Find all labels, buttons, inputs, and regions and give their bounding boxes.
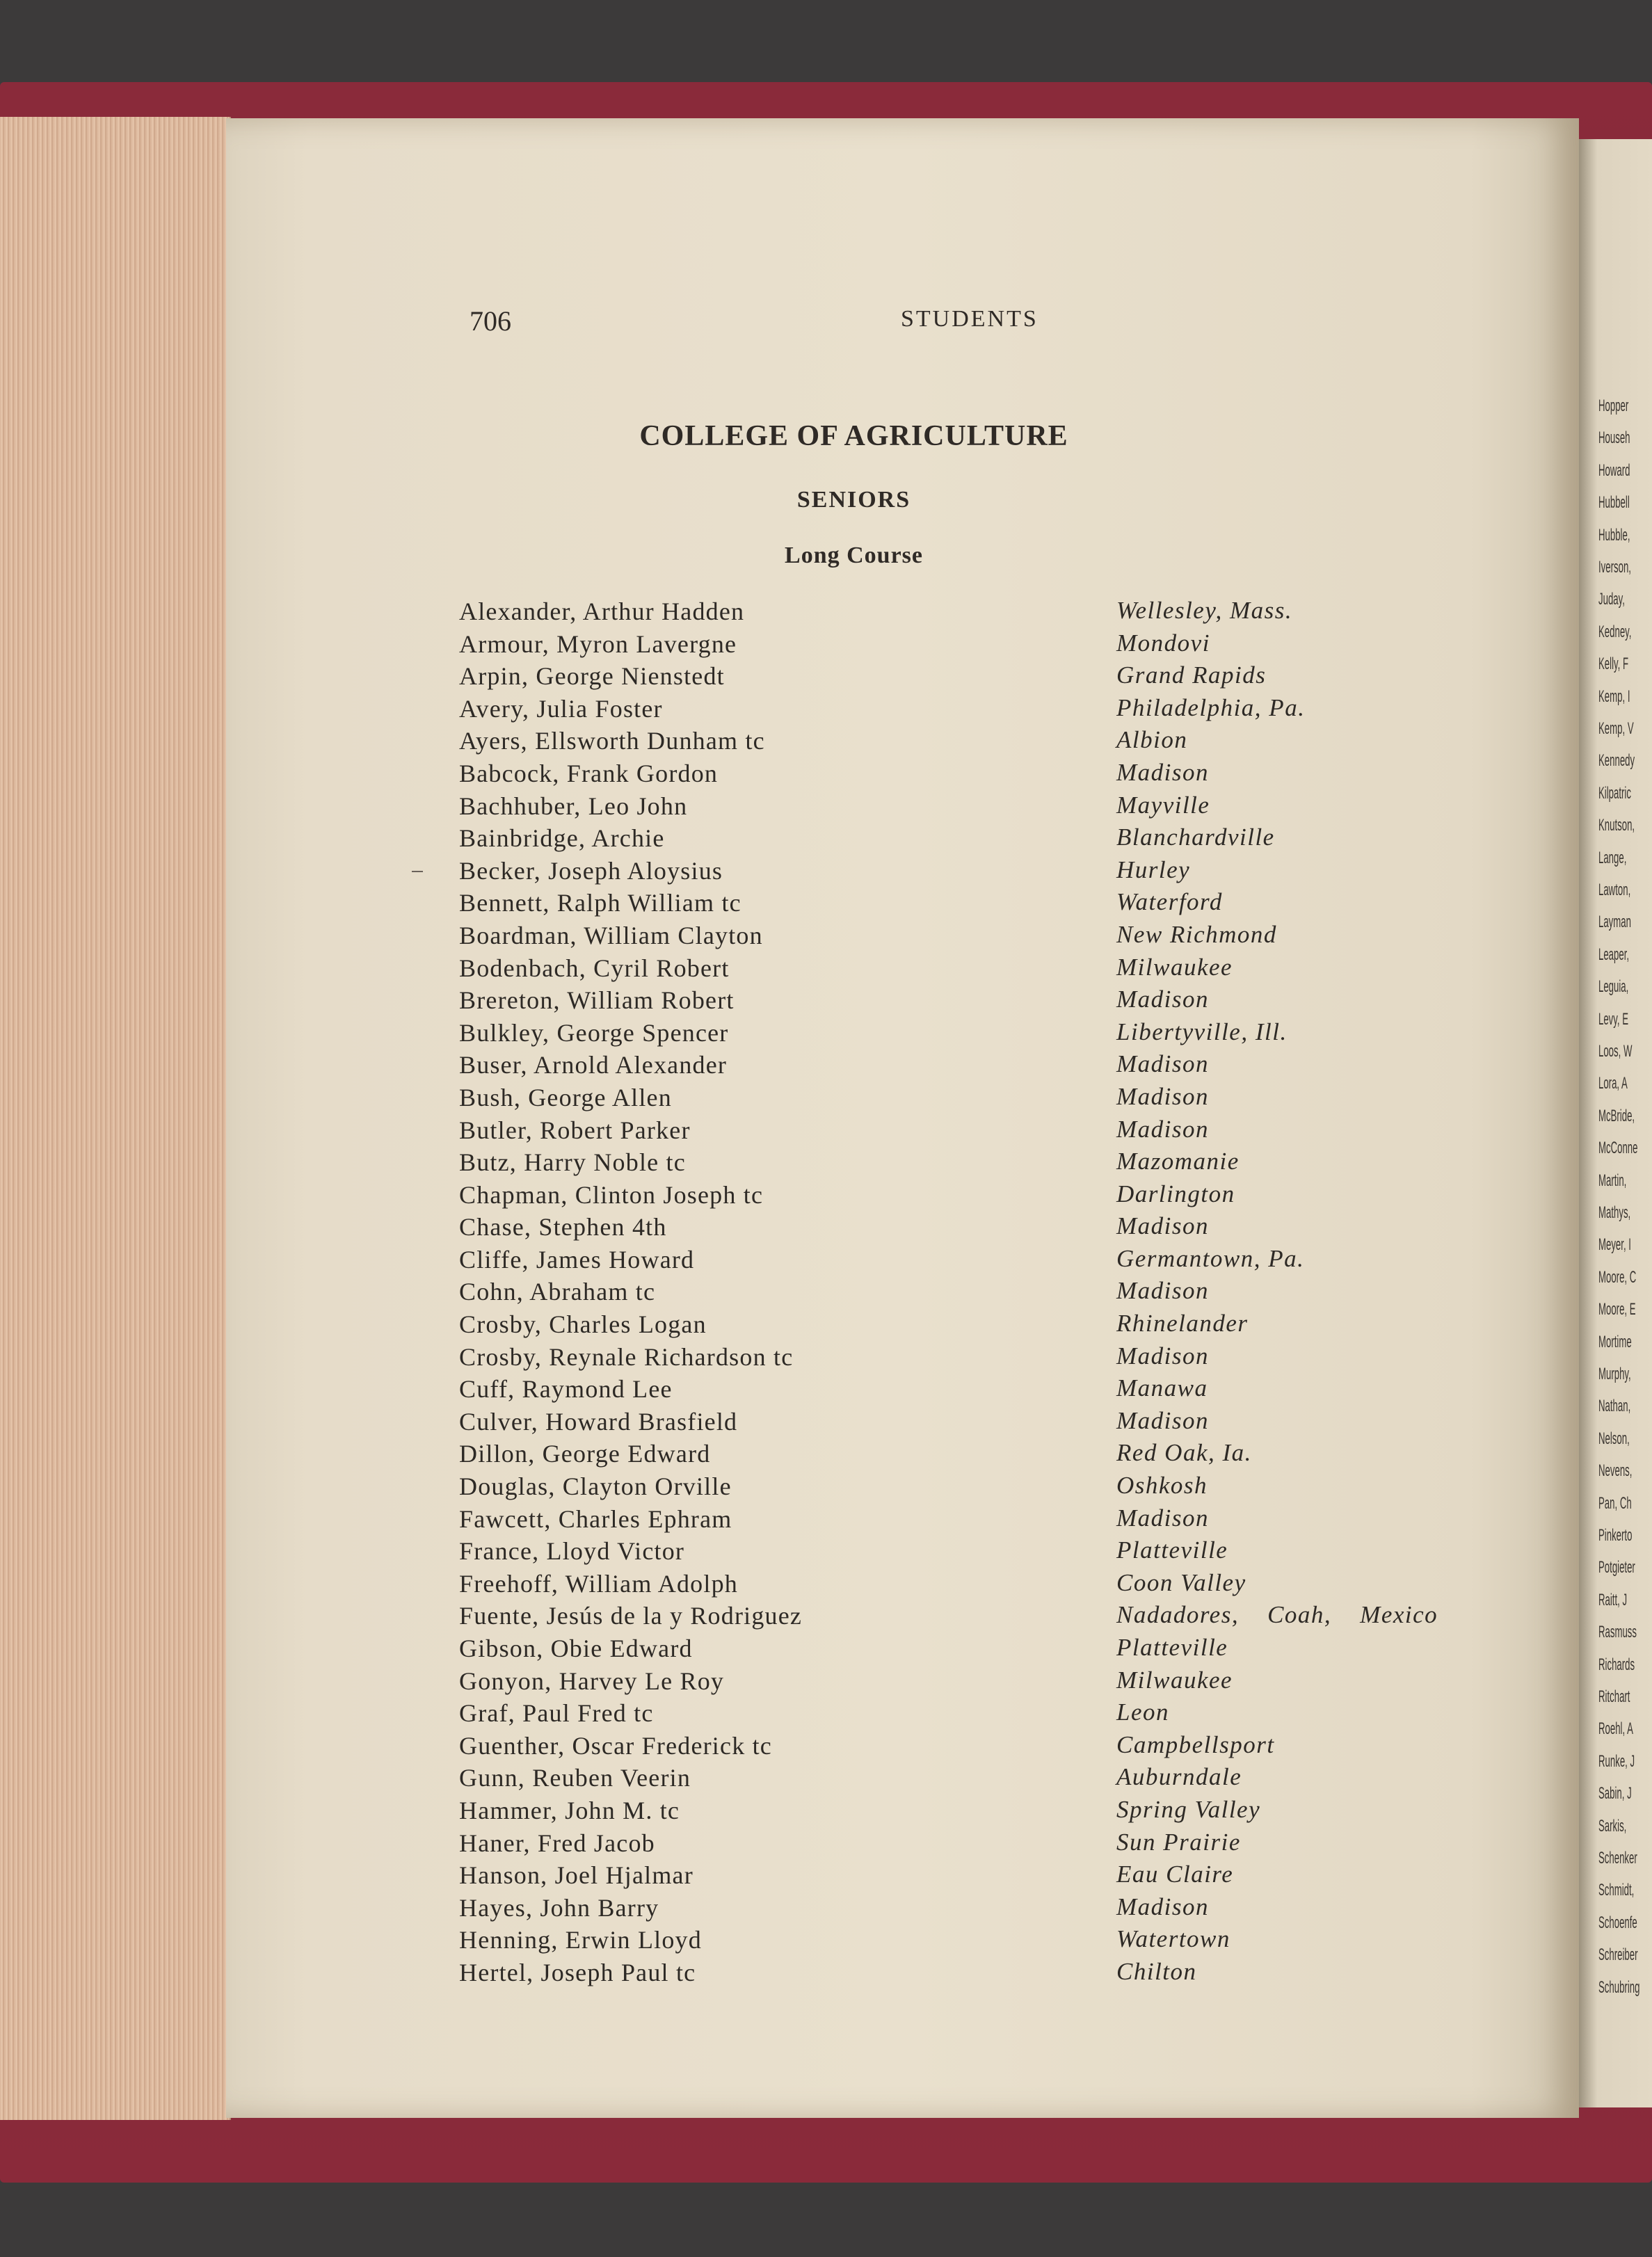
next-page-name: Martin,	[1598, 1171, 1627, 1190]
list-item	[459, 1116, 1516, 1148]
list-item	[459, 1569, 1516, 1602]
student-name: Freehoff, William Adolph	[459, 1569, 738, 1598]
next-page-name: Kemp, V	[1598, 719, 1634, 738]
next-page-name: Sabin, J	[1598, 1784, 1632, 1804]
list-item	[459, 1763, 1516, 1796]
student-name: Hertel, Joseph Paul tc	[459, 1958, 696, 1986]
student-hometown: Blanchardville	[1116, 824, 1275, 851]
list-item	[459, 792, 1516, 824]
student-hometown: Madison	[1116, 1082, 1209, 1110]
next-page-name: Moore, C	[1598, 1267, 1637, 1287]
student-hometown: Madison	[1116, 1277, 1209, 1305]
next-page-name: Juday,	[1598, 590, 1625, 609]
student-hometown: Nadadores, Coah, Mexico	[1116, 1601, 1438, 1629]
list-item	[459, 1374, 1516, 1407]
next-page-name: Raitt, J	[1598, 1590, 1628, 1609]
student-hometown: Campbellsport	[1116, 1730, 1275, 1758]
student-name: Gibson, Obie Edward	[459, 1634, 693, 1662]
list-item	[459, 726, 1516, 759]
student-hometown: Spring Valley	[1116, 1795, 1261, 1823]
list-item	[459, 1536, 1516, 1569]
student-hometown: Milwaukee	[1116, 1666, 1233, 1694]
list-item	[459, 888, 1516, 921]
list-item	[459, 954, 1516, 986]
next-page-name: Kilpatric	[1598, 783, 1631, 803]
student-name: Boardman, William Clayton	[459, 921, 763, 949]
student-hometown: Madison	[1116, 1115, 1209, 1143]
list-item	[459, 759, 1516, 792]
list-item	[459, 1601, 1516, 1634]
section-heading: SENIORS	[796, 487, 911, 513]
student-name: Fawcett, Charles Ephram	[459, 1504, 732, 1533]
student-hometown: Manawa	[1116, 1374, 1208, 1402]
list-item	[459, 1180, 1516, 1213]
student-hometown: Madison	[1116, 1893, 1209, 1920]
student-hometown: Albion	[1116, 726, 1188, 754]
student-hometown: Rhinelander	[1116, 1310, 1249, 1338]
student-name: France, Lloyd Victor	[459, 1537, 685, 1566]
next-page-name: Kedney,	[1598, 622, 1632, 641]
next-page-name: Nevens,	[1598, 1461, 1633, 1481]
student-name: Bachhuber, Leo John	[459, 792, 688, 820]
student-hometown: Libertyville, Ill.	[1116, 1018, 1288, 1045]
student-name: Hayes, John Barry	[459, 1893, 659, 1922]
student-name: Cuff, Raymond Lee	[459, 1375, 673, 1404]
next-page-name: Hopper	[1598, 396, 1629, 415]
student-name: Cliffe, James Howard	[459, 1245, 695, 1274]
student-hometown: Darlington	[1116, 1180, 1235, 1207]
running-head: STUDENTS	[901, 306, 1038, 332]
student-hometown: Eau Claire	[1116, 1861, 1234, 1888]
next-page-name: Richards	[1598, 1655, 1635, 1674]
next-page-name: Moore, E	[1598, 1300, 1636, 1319]
list-item	[459, 1634, 1516, 1666]
next-page-name: Nathan,	[1598, 1397, 1631, 1416]
student-hometown: Madison	[1116, 1212, 1209, 1240]
student-name: Becker, Joseph Aloysius	[459, 856, 723, 885]
student-name: Cohn, Abraham tc	[459, 1278, 656, 1306]
student-hometown: Platteville	[1116, 1634, 1228, 1661]
next-page-name: Nelson,	[1598, 1429, 1630, 1448]
student-hometown: Platteville	[1116, 1536, 1228, 1564]
list-item	[459, 921, 1516, 954]
next-page-name: Schreiber	[1598, 1945, 1638, 1965]
list-item	[459, 1083, 1516, 1116]
student-hometown: Mondovi	[1116, 629, 1210, 657]
course-heading: Long Course	[785, 543, 923, 568]
next-page-name: Pan, Ch	[1598, 1493, 1632, 1513]
student-name: Brereton, William Robert	[459, 986, 735, 1015]
list-item	[459, 1310, 1516, 1342]
next-page-name: Kennedy	[1598, 751, 1635, 771]
next-page-name: Meyer, I	[1598, 1235, 1631, 1255]
next-page-name: Runke, J	[1598, 1751, 1635, 1771]
student-hometown: Chilton	[1116, 1957, 1197, 1985]
list-item	[459, 1796, 1516, 1829]
list-item	[459, 1829, 1516, 1861]
student-hometown: New Richmond	[1116, 920, 1277, 948]
next-page-name: Rasmuss	[1598, 1623, 1637, 1642]
student-name: Avery, Julia Foster	[459, 694, 663, 723]
student-hometown: Watertown	[1116, 1925, 1230, 1953]
next-page-name: Ritchart	[1598, 1687, 1630, 1706]
student-name: Buser, Arnold Alexander	[459, 1051, 728, 1079]
next-page-name: Mathys,	[1598, 1203, 1631, 1222]
next-page-name: Leaper,	[1598, 945, 1630, 964]
list-item	[459, 629, 1516, 662]
student-hometown: Leon	[1116, 1698, 1169, 1726]
next-page-name: McBride,	[1598, 1106, 1635, 1125]
student-hometown: Auburndale	[1116, 1763, 1242, 1791]
student-list	[459, 597, 1516, 1991]
student-name: Crosby, Charles Logan	[459, 1310, 707, 1339]
student-name: Bulkley, George Spencer	[459, 1018, 729, 1047]
list-item	[459, 1342, 1516, 1375]
next-page-name: Knutson,	[1598, 816, 1635, 835]
student-hometown: Sun Prairie	[1116, 1828, 1241, 1856]
list-item	[459, 824, 1516, 856]
list-item	[459, 1212, 1516, 1245]
student-hometown: Red Oak, Ia.	[1116, 1439, 1252, 1467]
next-page-name: Schenker	[1598, 1849, 1637, 1868]
next-page-name: Lora, A	[1598, 1074, 1628, 1093]
list-item	[459, 1472, 1516, 1504]
student-name: Guenther, Oscar Frederick tc	[459, 1731, 772, 1760]
student-hometown: Waterford	[1116, 888, 1223, 916]
list-item	[459, 856, 1516, 889]
student-hometown: Mazomanie	[1116, 1148, 1240, 1175]
next-page-name: Schmidt,	[1598, 1881, 1635, 1900]
student-name: Chapman, Clinton Joseph tc	[459, 1180, 764, 1209]
list-item	[459, 1148, 1516, 1180]
next-page-name: Iverson,	[1598, 558, 1631, 577]
next-page-name: Schubring	[1598, 1977, 1640, 1997]
next-page-name: Layman	[1598, 913, 1631, 932]
list-item	[459, 694, 1516, 727]
student-name: Arpin, George Nienstedt	[459, 662, 725, 691]
student-hometown: Madison	[1116, 986, 1209, 1013]
student-hometown: Madison	[1116, 1504, 1209, 1532]
next-page-name: Murphy,	[1598, 1365, 1631, 1383]
next-page-name: Levy, E	[1598, 1009, 1629, 1029]
page-number: 706	[470, 305, 511, 337]
margin-mark	[412, 871, 423, 872]
student-name: Bennett, Ralph William tc	[459, 889, 741, 917]
student-hometown: Madison	[1116, 758, 1209, 786]
list-item	[459, 1018, 1516, 1051]
student-hometown: Madison	[1116, 1406, 1209, 1434]
list-item	[459, 1245, 1516, 1278]
student-hometown: Madison	[1116, 1342, 1209, 1370]
student-hometown: Wellesley, Mass.	[1116, 597, 1293, 624]
student-name: Dillon, George Edward	[459, 1440, 711, 1468]
next-page-name: Leguia,	[1598, 977, 1629, 997]
next-page-name: Loos, W	[1598, 1042, 1633, 1061]
next-page-name: Househ	[1598, 428, 1630, 448]
next-page-name: McConne	[1598, 1139, 1638, 1158]
college-heading: COLLEGE OF AGRICULTURE	[639, 420, 1068, 452]
student-name: Gunn, Reuben Veerin	[459, 1764, 691, 1792]
list-item	[459, 1666, 1516, 1699]
student-name: Armour, Myron Lavergne	[459, 629, 737, 658]
list-item	[459, 1925, 1516, 1958]
student-name: Ayers, Ellsworth Dunham tc	[459, 727, 765, 755]
next-page-name: Lange,	[1598, 848, 1627, 867]
list-item	[459, 1504, 1516, 1537]
student-hometown: Coon Valley	[1116, 1568, 1246, 1596]
list-item	[459, 1958, 1516, 1991]
student-name: Crosby, Reynale Richardson tc	[459, 1342, 794, 1371]
list-item	[459, 1407, 1516, 1440]
student-hometown: Hurley	[1116, 856, 1191, 883]
student-hometown: Milwaukee	[1116, 953, 1233, 981]
list-item	[459, 1050, 1516, 1083]
student-name: Bodenbach, Cyril Robert	[459, 954, 730, 982]
student-name: Chase, Stephen 4th	[459, 1213, 667, 1242]
student-name: Hanson, Joel Hjalmar	[459, 1861, 693, 1890]
next-page-name: Pinkerto	[1598, 1526, 1633, 1545]
student-name: Fuente, Jesús de la y Rodriguez	[459, 1602, 803, 1630]
student-name: Henning, Erwin Lloyd	[459, 1926, 702, 1954]
student-name: Douglas, Clayton Orville	[459, 1472, 732, 1501]
student-hometown: Grand Rapids	[1116, 661, 1267, 689]
student-name: Babcock, Frank Gordon	[459, 759, 719, 787]
list-item	[459, 1439, 1516, 1472]
next-page-name: Hubble,	[1598, 525, 1630, 545]
student-name: Butz, Harry Noble tc	[459, 1148, 686, 1177]
student-name: Haner, Fred Jacob	[459, 1829, 655, 1857]
student-name: Gonyon, Harvey Le Roy	[459, 1666, 725, 1695]
student-name: Graf, Paul Fred tc	[459, 1699, 654, 1728]
list-item	[459, 661, 1516, 694]
student-hometown: Oshkosh	[1116, 1472, 1208, 1500]
student-name: Hammer, John M. tc	[459, 1796, 680, 1824]
student-name: Bainbridge, Archie	[459, 824, 665, 853]
student-hometown: Germantown, Pa.	[1116, 1244, 1305, 1272]
student-name: Culver, Howard Brasfield	[459, 1407, 738, 1436]
list-item	[459, 1731, 1516, 1764]
next-page-name: Lawton,	[1598, 881, 1631, 899]
next-page-name: Kemp, I	[1598, 686, 1630, 706]
student-name: Alexander, Arthur Hadden	[459, 597, 745, 625]
next-page-name: Schoenfe	[1598, 1913, 1637, 1932]
list-item	[459, 597, 1516, 629]
student-name: Butler, Robert Parker	[459, 1116, 691, 1144]
next-page-name: Roehl, A	[1598, 1719, 1633, 1739]
page-edges	[0, 117, 231, 2120]
list-item	[459, 1277, 1516, 1310]
list-item	[459, 986, 1516, 1018]
list-item	[459, 1893, 1516, 1926]
next-page-name: Kelly, F	[1598, 654, 1629, 674]
next-page-name: Howard	[1598, 460, 1630, 480]
list-item	[459, 1861, 1516, 1893]
student-hometown: Philadelphia, Pa.	[1116, 693, 1306, 721]
student-hometown: Mayville	[1116, 791, 1210, 819]
next-page-name: Sarkis,	[1598, 1816, 1627, 1836]
list-item	[459, 1698, 1516, 1731]
student-hometown: Madison	[1116, 1050, 1209, 1078]
next-page-name: Mortime	[1598, 1332, 1632, 1351]
next-page-name: Potgieter	[1598, 1558, 1635, 1577]
next-page-name: Hubbell	[1598, 493, 1630, 513]
student-name: Bush, George Allen	[459, 1083, 672, 1111]
